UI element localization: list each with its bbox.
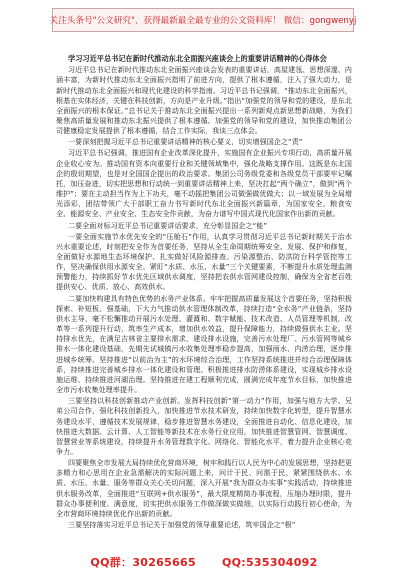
document-body bbox=[56, 54, 352, 531]
section-heading-3: 三要坚持落实习近平总书记关于加强党的领导重要论述，筑牢国企之“根” bbox=[68, 520, 296, 530]
document-title: 学习习近平总书记在新时代推动东北全面振兴座谈会上的重要讲话精神的心得体会 bbox=[68, 54, 327, 63]
paragraph-point-3: 三要坚持以科技创新推动产业创新。发挥科技创新“第一动力”作用，加强与地方大学、兄弟公司合作，强化科技创新投入，加快推进节水技术研发，持续加快数字化转型，提升智慧水务建设水平，遵循技术发展规律，稳步推进智慧水务建设，全面推进自动化、信息化建设，加快推进大数据、云计算、人工智能等新技术在水务行业应用，加快推进智慧管网、智慧调度、智慧营业等系统建设，持续提升水务管理数字化、网络化、智能化水平，着力提升企业核心竞争力。 bbox=[56, 396, 352, 456]
paragraph-point-1: 一要全面实施节水优先安全的“压舱石”作用，认真学习贯彻习近平总书记新时期关于治水兴水重要论述，时刻把安全作为首要任务，坚持从全生命周期统筹安全、发展、保护和修复，全面做好水源地生态环境保护、扎实做好风险源排查、污染源整治、防洪防台科学管控等工作，坚决确保供用水源安全、紧盯“水质、水压、水量”三个关键要素，不断提升水质处理监测预警能力，持续抓好节水优先区域供水调度，坚持把农供水管网建设控制，确保为全省老百姓提供安心、优质、放心、高效供水。 bbox=[56, 231, 352, 292]
paragraph-section-1: 习近平总书记强调，推进国有企业改革深化提升，实施国有企业振兴专项行动，高质量开展企业收心安为。推动国有资本向重要行业和关键领域集中，强化战略支撑作用。这既是东北国企的殷切期望，也是对全国国企提出的政治要求。集团公司务级党委和各级党员干部要牢记嘱托，加压奋进，切实把思想和行动统一到重要讲话精神上来，坚决扛起“两个确立”，做到“两个维护”；要在主动担当作为上下功夫，毫不动摇把集团公司做强做优做大；以一域发展为全局增光添彩，团结带领广大干部职工奋力书写新时代东北全面振兴新篇章，为国家安全、粮食安全、能源安全、产业安全、生态安全作贡献，为奋力谱写中国式现代化国家作出新的贡献。 bbox=[56, 148, 352, 219]
paragraph-point-2: 二要加快构建具有特色优势的水务产业体系。牢牢把握高质量发展这个首要任务，坚持积极探索、补短板、强基础，下大力气推动供水管理体制改革，持续打造“全水务”产业链条，坚持供水主导，毫不松懈推动开展污水处理、灌溉和、数字赋能、技术改造、人员管理等机制，改革等一系列提升行动，筑率生产成本，增加供水效益，提升保障能力，持续做强供水主业。坚持排水优先，在满足吉林省主要排水需求，建设排水设施，完善污水处理厂、污水管网等城乡排水一体化建设基础，先期先试城镇污水收集处理率稳步提高，加强雨水、内涝治理，逐步推进城乡统筹。坚持推进“以前治为主”的水环境综合治理，工作坚持系统推进并综合治理保障体系，持续推进完善城乡排水一体化建设和管理。积极推进排水防涝体系建设，实现城乡排水设施运维、持续推进河湖治理。坚持推进在建工程顺利完成，圆满完成年度节水目标，加快推进全市污水收集处理率提升。 bbox=[56, 293, 352, 395]
section-heading-1: 一要深刻把握习近平总书记重要讲话精神的核心要义，切实增强国企之“责” bbox=[68, 137, 303, 147]
qq-group-text: QQ群：30265665 bbox=[90, 556, 196, 569]
section-heading-2: 二要全面对标习近平总书记重要讲话要求，充分彰显国企之“能” bbox=[68, 220, 268, 230]
header-banner bbox=[49, 8, 357, 32]
paragraph-intro: 习近平总书记在新时代推动东北全面振兴座谈会发表的重要讲话，高屋建瓴、思想深邃、内涵丰富，为新时代推动东北全面振兴指明了前进方向，提供了根本遵循，注入了强大动力，是新时代推动东北全面振兴和现代化建设的科学指南。习近平总书记强调，“推动东北全面振兴，根基在实体经济，关键在科技创新，方向是产业升级。”指出“加强党的领导和党的建设，是东北全面振兴的根本保证。”总书记关于推动东北全面振兴提出一系列新观点新思想新战略，为我们聚焦高质量发展和推动东北振兴提供了根本遵循。加强党的领导和党的建设，加快推动集团公司健康稳定发展提供了根本遵循，结合工作实际，我谈三点体会。 bbox=[56, 65, 352, 136]
contact-footer bbox=[0, 554, 408, 570]
qq-text: QQ:535304092 bbox=[221, 556, 318, 569]
paragraph-point-4: 四要聚焦全市发展大局持续优化营商环境，树牢和践行以人民为中心的发展思想，坚持把更多精力和心思用在企业急需解决的实际问题上来，问计于民、问需于民，紧紧围绕供水、水质、水压、水量、服务等群众关心关切问题，深入开展“我为群众办实事”实践活动，持续推进供水服务改革，全面推进“互联网+供水服务”，最大限度精简办事流程，压缩办理时限，提升群众办事便利度、满意度，切实把供水服务工作做深做实做细，以实际行动践行初心使命，为全市营商环境持续优化作出新的贡献。 bbox=[56, 458, 352, 518]
banner-text: 关注头条号"公文研究"，获得最新最全最专业的公文资料库！ 微信：gongwenyj bbox=[49, 16, 357, 26]
